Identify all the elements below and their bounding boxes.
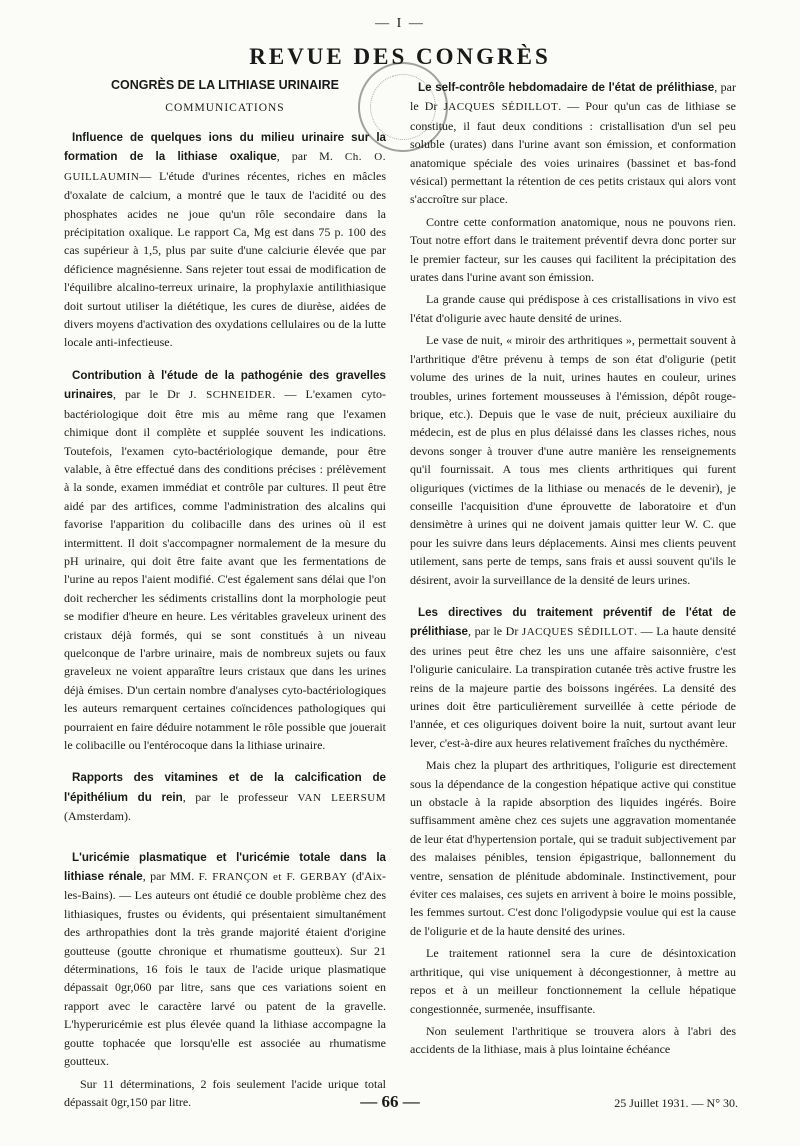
right-column (410, 78, 736, 1073)
subsection-title: COMMUNICATIONS (165, 102, 285, 114)
article-author: JACQUES SÉDILLOT (443, 101, 559, 114)
article-text: . — La haute densité des urines peut être chez les uns une affaire saisonnière, c'est l'oligurie caniculaire. La transpiration cutanée très active frustre les reins de la majeure partie des boissons ingérées. La densité des urines doit être particulièrement surveillée à cette période de l'année, et ces oliguriques doivent boire la nuit, surtout avant leur lever, c'est-à-dire aux heures relativement fraîches du nycthémère. (410, 624, 736, 750)
article-francon-gerbay (64, 848, 386, 1112)
article-author: Ch. O. GUILLAUMIN (64, 151, 386, 183)
page-number: — 66 — (360, 1092, 420, 1111)
article-directives (410, 603, 736, 1059)
article-text: (Amsterdam). (64, 809, 131, 824)
article-byline: , par le Dr (410, 80, 736, 114)
article-byline: , par M. (276, 149, 345, 164)
article-title: Contribution à l'étude de la pathogénie des gravelles urinaires (64, 368, 386, 402)
article-schneider (64, 366, 386, 755)
article-self-controle (410, 78, 736, 589)
article-title: Les directives du traitement préventif de l'état de prélithiase (410, 605, 736, 639)
article-author: F. FRANÇON et F. GERBAY (198, 871, 348, 884)
article-byline: , par MM. (142, 869, 199, 884)
article-title: Influence de quelques ions du milieu urinaire sur la formation de la lithiase oxalique (64, 131, 386, 164)
article-byline: , par le Dr (468, 624, 522, 639)
article-author: J. SCHNEIDER (188, 389, 273, 402)
article-text: — L'étude d'urines récentes, riches en mâcles d'oxalate de calcium, a montré que le taux de l'acidité ou des phosphates acides ne joue qu'un rôle secondaire dans la précipitation oxalique. Le rapport Ca, Mg est dans 75 p. 100 des cas supérieur à 1,5, plus par suite d'une calciurie élevée que par déficience magnésienne. Sans rejeter tout essai de modification de l'équilibre alcalino-terreux urinaire, la prophylaxie antilithiasique doit surtout utiliser la diététique, les cures de diurèse, aidées de divers moyens d'activation des oxydations cellulaires ou de la lutte locale anti-infectieuse. (64, 168, 386, 350)
article-paragraph: Non seulement l'arthritique se trouvera alors à l'abri des accidents de la lithiase, mais à plus lointaine échéance (410, 1023, 736, 1057)
article-byline: , par le professeur (182, 789, 298, 804)
left-column (64, 78, 386, 1125)
issue-date: 25 Juillet 1931. — N° 30. (614, 1096, 738, 1110)
article-guillaumin (64, 128, 386, 352)
article-author: JACQUES SÉDILLOT (521, 626, 635, 639)
article-van-leersum (64, 768, 386, 825)
article-paragraph: Contre cette conformation anatomique, nous ne pouvons rien. Tout notre effort dans le traitement préventif devra donc porter sur le premier facteur, sur les causes qui facilitent la précipitation des urates dans l'urine avant son émission. (410, 214, 736, 285)
article-title: L'uricémie plasmatique et l'uricémie totale dans la lithiase rénale (64, 850, 386, 884)
article-text: (d'Aix-les-Bains). — Les auteurs ont étudié ce double problème chez des lithiasiques, frustes ou évidents, qui présentaient simultanément des arthropathies dont la très grande majorité étaient d'origine goutteuse (goutte chronique et rhumatisme goutteux). Sur 21 déterminations, 16 fois le taux de l'acide urique plasmatique dépassait 0gr,060 par litre, sans que ces variations soient en rapport avec le caractère larvé ou patent de la gravelle. L'hyperuricémie est plus élevée quand la lithiase accompagne la goutte tophacée que lorsqu'elle est associée au rhumatisme goutteux. (64, 869, 386, 1069)
article-title: Rapports des vitamines et de la calcification de l'épithélium du rein (64, 771, 386, 804)
article-text: . — L'examen cyto-bactériologique doit être mis au même rang que l'examen chimique dont il complète et supplée souvent les indications. Toutefois, l'examen cyto-bactériologique demande, pour être valable, à être effectué dans des conditions précises : prélèvement à la sonde, examen immédiat et contrôle par cultures. Il peut être aidé par des artifices, comme l'administration des alcalins qui favorise l'apparition du colibacille dans des urines où il est intermittent. Il doit s'accompagner normalement de la mesure du pH urinaire, qui doit être faite avant que les fermentations de l'urine au repos l'aient modifié. C'est également sans délai que l'on doit rechercher les sédiments cristallins dont la morphologie peut se modifier d'heure en heure. Les véritables graveleux urinent des cristaux déjà formés, qui se sont constitués à un niveau quelconque de l'arbre urinaire, mais de nombreux sujets ou faux graveleux ne voient apparaître leurs cristaux que dans les urines déjà émises. D'un certain nombre d'analyses cyto-bactériologiques les auteurs remarquent certaines coïncidences pathologiques qui pourraient en faire déduire notamment le rôle possible que jouerait le colibacille ou l'entérocoque dans la lithiase urinaire. (64, 387, 386, 752)
article-byline: , par le Dr (112, 387, 189, 402)
article-paragraph (64, 848, 386, 1071)
article-paragraph: Mais chez la plupart des arthritiques, l'oligurie est directement sous la dépendance de la congestion hépatique active qui constitue un obstacle à la rapide absorption des liquides ingérés. Boire suffisamment amène chez ces sujets une aggravation momentanée de leur état d'hypertension portale, qui se traduit subjectivement par des malaises pénibles, tension épigastrique, ballonnement du ventre, sensation de plénitude abdominale. Instinctivement, pour éviter ces malaises, ces sujets en arrivent à boire le moins possible, les femmes surtout. C'est donc l'oligodypsie voulue qui est la cause de l'oligurie et de la haute densité des urines. (410, 758, 736, 938)
article-paragraph: Le traitement rationnel sera la cure de désintoxication arthritique, qui vise uniquement à décongestionner, à mettre au repos et à un meilleur fonctionnement la cellule hépatique congestionnée, surmenée, insuffisante. (410, 946, 736, 1016)
article-author: VAN LEERSUM (297, 791, 386, 804)
journal-title: REVUE DES CONGRÈS (249, 44, 551, 69)
article-paragraph: La grande cause qui prédispose à ces cristallisations in vivo est l'état d'oligurie avec haute densité de urines. (410, 292, 736, 325)
article-paragraph: Sur 11 déterminations, 2 fois seulement l'acide urique total dépassait 0gr,150 par litre. (64, 1076, 386, 1109)
page-marker: — I — (375, 16, 425, 31)
section-title: CONGRÈS DE LA LITHIASE URINAIRE (110, 78, 340, 92)
article-paragraph: Le vase de nuit, « miroir des arthritiques », permettait souvent à l'arthritique d'être prévenu à temps de son état d'oligurie (petit volume des urines de la nuit, urines hautes en couleur, urines troubles, urines fortement mousseuses à l'émission, dépôt rouge-brique, etc.). Depuis que le vase de nuit, précieux auxiliaire du médecin, est de plus en plus délaissé dans les classes riches, nous devons songer à trouver d'une autre manière les renseignements qu'il fournissait. A tous mes clients arthritiques qui furent oliguriques (victimes de la lithiase ou menacés de le devenir), je conseille l'acquisition d'une éprouvette de laboratoire et d'un densimètre à urines qui ne doivent jamais quitter leur W. C. que pour les suivre dans leurs déplacements. Ainsi mes clients peuvent utilement, sans perte de temps, sans frais et aussi souvent qu'ils le désirent, avoir la surveillance de la densité de leurs urines. (410, 333, 736, 587)
article-paragraph (410, 78, 736, 209)
article-paragraph (64, 366, 386, 755)
article-paragraph (64, 768, 386, 825)
article-paragraph (64, 128, 386, 352)
article-paragraph (410, 603, 736, 752)
article-title: Le self-contrôle hebdomadaire de l'état de prélithiase (418, 81, 715, 94)
article-text: . — Pour qu'un cas de lithiase se constitue, il faut deux conditions : cristallisation d'un sel peu soluble (urates) dans l'urine avant son émission, et conformation anatomique spéciale des voies urinaires (bassinet et bas-fond vésical) permettant la rétention de ces petits cristaux qui alors vont s'accroître sur place. (410, 99, 736, 207)
